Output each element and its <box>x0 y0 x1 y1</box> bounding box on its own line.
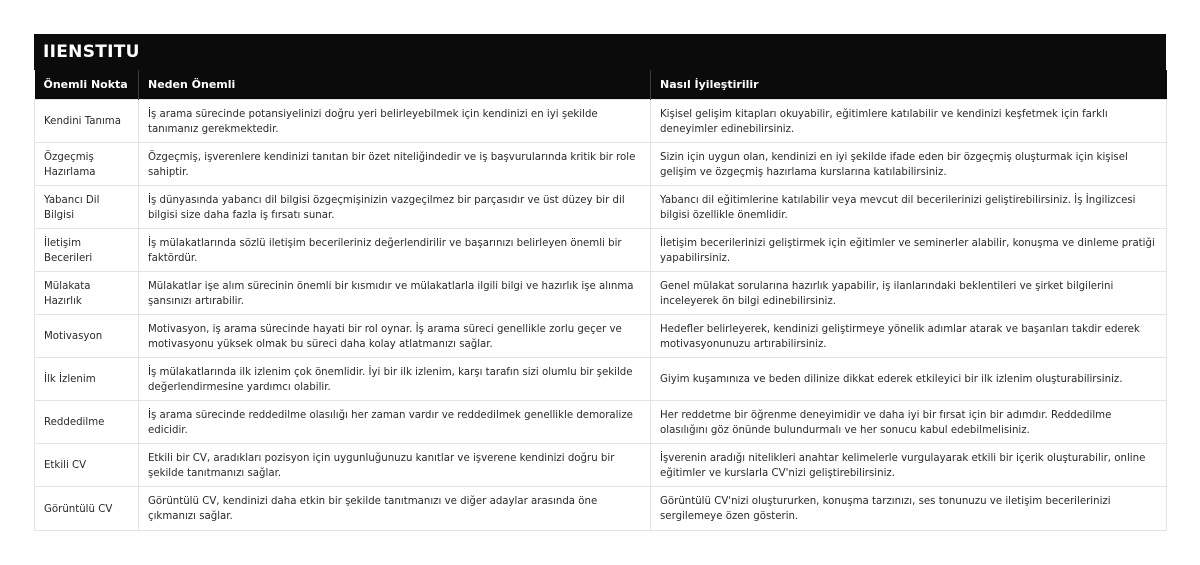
cell-how: İletişim becerilerinizi geliştirmek için eğitimler ve seminerler alabilir, konuşma ve dinleme pratiği yapabilirsiniz. <box>651 228 1167 271</box>
cell-how: Sizin için uygun olan, kendinizi en iyi şekilde ifade eden bir özgeçmiş oluşturmak için kişisel gelişim ve özgeçmiş hazırlama kurslarına katılabilirsiniz. <box>651 142 1167 185</box>
cell-how: Her reddetme bir öğrenme deneyimidir ve daha iyi bir fırsat için bir adımdır. Reddedilme olasılığını göz önünde bulundurmalı ve her sonucu kabul edebilmelisiniz. <box>651 400 1167 443</box>
cell-point: Kendini Tanıma <box>35 99 139 142</box>
cell-why: Etkili bir CV, aradıkları pozisyon için uygunluğunuzu kanıtlar ve işverene kendinizi doğru bir şekilde tanıtmanızı sağlar. <box>139 443 651 486</box>
cell-point: Mülakata Hazırlık <box>35 271 139 314</box>
table-body <box>35 99 1167 530</box>
cell-why: İş arama sürecinde potansiyelinizi doğru yeri belirleyebilmek için kendinizi en iyi şekilde tanımanız gerekmektedir. <box>139 99 651 142</box>
table-row <box>35 271 1167 314</box>
header-why-important: Neden Önemli <box>139 70 651 99</box>
cell-how: Görüntülü CV'nizi oluştururken, konuşma tarzınızı, ses tonunuzu ve iletişim becerilerinizi sergilemeye özen gösterin. <box>651 486 1167 530</box>
header-how-to-improve: Nasıl İyileştirilir <box>651 70 1167 99</box>
cell-point: Motivasyon <box>35 314 139 357</box>
cell-how: Genel mülakat sorularına hazırlık yapabilir, iş ilanlarındaki beklentileri ve şirket bilgilerini inceleyerek ön bilgi edinebilirsiniz. <box>651 271 1167 314</box>
table-row <box>35 99 1167 142</box>
cell-how: Kişisel gelişim kitapları okuyabilir, eğitimlere katılabilir ve kendinizi keşfetmek için farklı deneyimler edinebilirsiniz. <box>651 99 1167 142</box>
cell-why: Motivasyon, iş arama sürecinde hayati bir rol oynar. İş arama süreci genellikle zorlu geçer ve motivasyonu yüksek olmak bu süreci daha kolay atlatmanızı sağlar. <box>139 314 651 357</box>
cell-why: Özgeçmiş, işverenlere kendinizi tanıtan bir özet niteliğindedir ve iş başvurularında kritik bir role sahiptir. <box>139 142 651 185</box>
table-row <box>35 357 1167 400</box>
cell-how: Hedefler belirleyerek, kendinizi geliştirmeye yönelik adımlar atarak ve başarıları takdir ederek motivasyonunuzu artırabilirsiniz. <box>651 314 1167 357</box>
cell-how: İşverenin aradığı nitelikleri anahtar kelimelerle vurgulayarak etkili bir içerik oluşturabilir, online eğitimler ve kurslarla CV'nizi geliştirebilirsiniz. <box>651 443 1167 486</box>
brand-logo-text: IIENSTITU <box>43 42 140 62</box>
table-row <box>35 443 1167 486</box>
cell-point: İlk İzlenim <box>35 357 139 400</box>
cell-point: Görüntülü CV <box>35 486 139 530</box>
info-table <box>34 70 1167 531</box>
cell-why: İş arama sürecinde reddedilme olasılığı her zaman vardır ve reddedilmek genellikle demoralize edicidir. <box>139 400 651 443</box>
cell-how: Yabancı dil eğitimlerine katılabilir veya mevcut dil becerilerinizi geliştirebilirsiniz. İş İngilizcesi bilgisi özellikle önemlidir. <box>651 185 1167 228</box>
cell-point: Etkili CV <box>35 443 139 486</box>
cell-point: Özgeçmiş Hazırlama <box>35 142 139 185</box>
table-row <box>35 314 1167 357</box>
content-wrapper <box>34 34 1166 531</box>
cell-point: Reddedilme <box>35 400 139 443</box>
table-header-row <box>35 70 1167 99</box>
brand-bar <box>34 34 1166 70</box>
table-row <box>35 486 1167 530</box>
header-important-point: Önemli Nokta <box>35 70 139 99</box>
cell-how: Giyim kuşamınıza ve beden dilinize dikkat ederek etkileyici bir ilk izlenim oluşturabilirsiniz. <box>651 357 1167 400</box>
table-header <box>35 70 1167 99</box>
cell-point: Yabancı Dil Bilgisi <box>35 185 139 228</box>
table-row <box>35 400 1167 443</box>
cell-why: İş mülakatlarında ilk izlenim çok önemlidir. İyi bir ilk izlenim, karşı tarafın sizi olumlu bir şekilde değerlendirmesine yardımcı olabilir. <box>139 357 651 400</box>
table-row <box>35 228 1167 271</box>
cell-why: Mülakatlar işe alım sürecinin önemli bir kısmıdır ve mülakatlarla ilgili bilgi ve hazırlık işe alınma şansınızı artırabilir. <box>139 271 651 314</box>
cell-point: İletişim Becerileri <box>35 228 139 271</box>
table-row <box>35 185 1167 228</box>
cell-why: İş mülakatlarında sözlü iletişim becerileriniz değerlendirilir ve başarınızı belirleyen önemli bir faktördür. <box>139 228 651 271</box>
cell-why: İş dünyasında yabancı dil bilgisi özgeçmişinizin vazgeçilmez bir parçasıdır ve üst düzey bir dil bilgisi size daha fazla iş fırsatı sunar. <box>139 185 651 228</box>
cell-why: Görüntülü CV, kendinizi daha etkin bir şekilde tanıtmanızı ve diğer adaylar arasında öne çıkmanızı sağlar. <box>139 486 651 530</box>
table-row <box>35 142 1167 185</box>
